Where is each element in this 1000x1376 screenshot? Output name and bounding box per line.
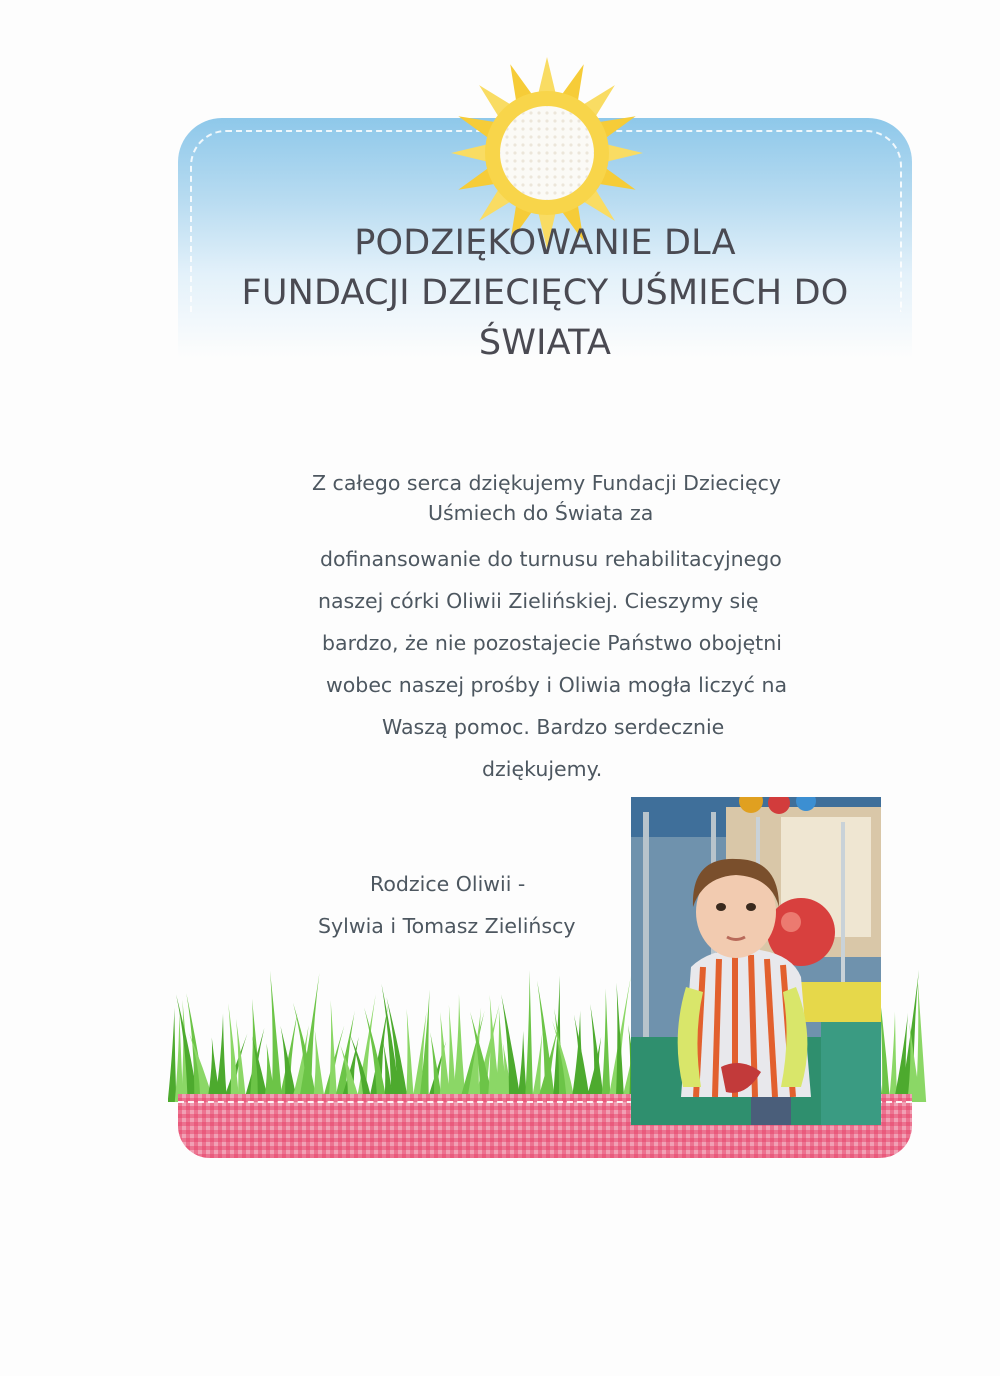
grass-blade	[525, 970, 533, 1102]
body-line: Uśmiech do Świata za	[428, 501, 654, 525]
body-line: dziękujemy.	[482, 757, 603, 781]
body-line: wobec naszej prośby i Oliwia mogła liczyć na	[326, 673, 788, 697]
letter-body	[300, 462, 820, 790]
grass-blade	[168, 1008, 176, 1102]
body-line: Waszą pomoc. Bardzo serdecznie	[382, 715, 725, 739]
grass-blade	[406, 1009, 414, 1102]
letter-title	[178, 218, 912, 368]
body-line: Z całego serca dziękujemy Fundacji Dziecięcy	[312, 471, 782, 495]
body-line: bardzo, że nie pozostajecie Państwo obojętni	[322, 631, 782, 655]
grass-blade	[329, 1000, 338, 1102]
grass-blade	[916, 978, 926, 1102]
title-line-2: FUNDACJI DZIECIĘCY UŚMIECH DO	[241, 273, 849, 313]
body-line: dofinansowanie do turnusu rehabilitacyjnego	[320, 547, 782, 571]
grass-blade	[215, 1013, 227, 1102]
sun-ray	[604, 144, 643, 162]
grass-blade	[601, 988, 610, 1102]
sun-ray	[451, 144, 490, 162]
title-line-3: ŚWIATA	[478, 323, 612, 363]
grass-blade	[313, 1030, 325, 1102]
grass-blade	[616, 983, 625, 1102]
body-line: naszej córki Oliwii Zielińskiej. Cieszymy się	[318, 589, 759, 613]
sun-ray	[538, 57, 556, 96]
title-line-1: PODZIĘKOWANIE DLA	[354, 223, 736, 263]
grass-blade	[452, 994, 465, 1102]
grass-blade	[889, 1012, 897, 1102]
signature-line-2: Sylwia i Tomasz Zielińscy	[318, 914, 576, 938]
child-photo	[631, 797, 881, 1125]
signature-line-1: Rodzice Oliwii -	[370, 872, 526, 896]
grass-blade	[517, 1031, 527, 1102]
